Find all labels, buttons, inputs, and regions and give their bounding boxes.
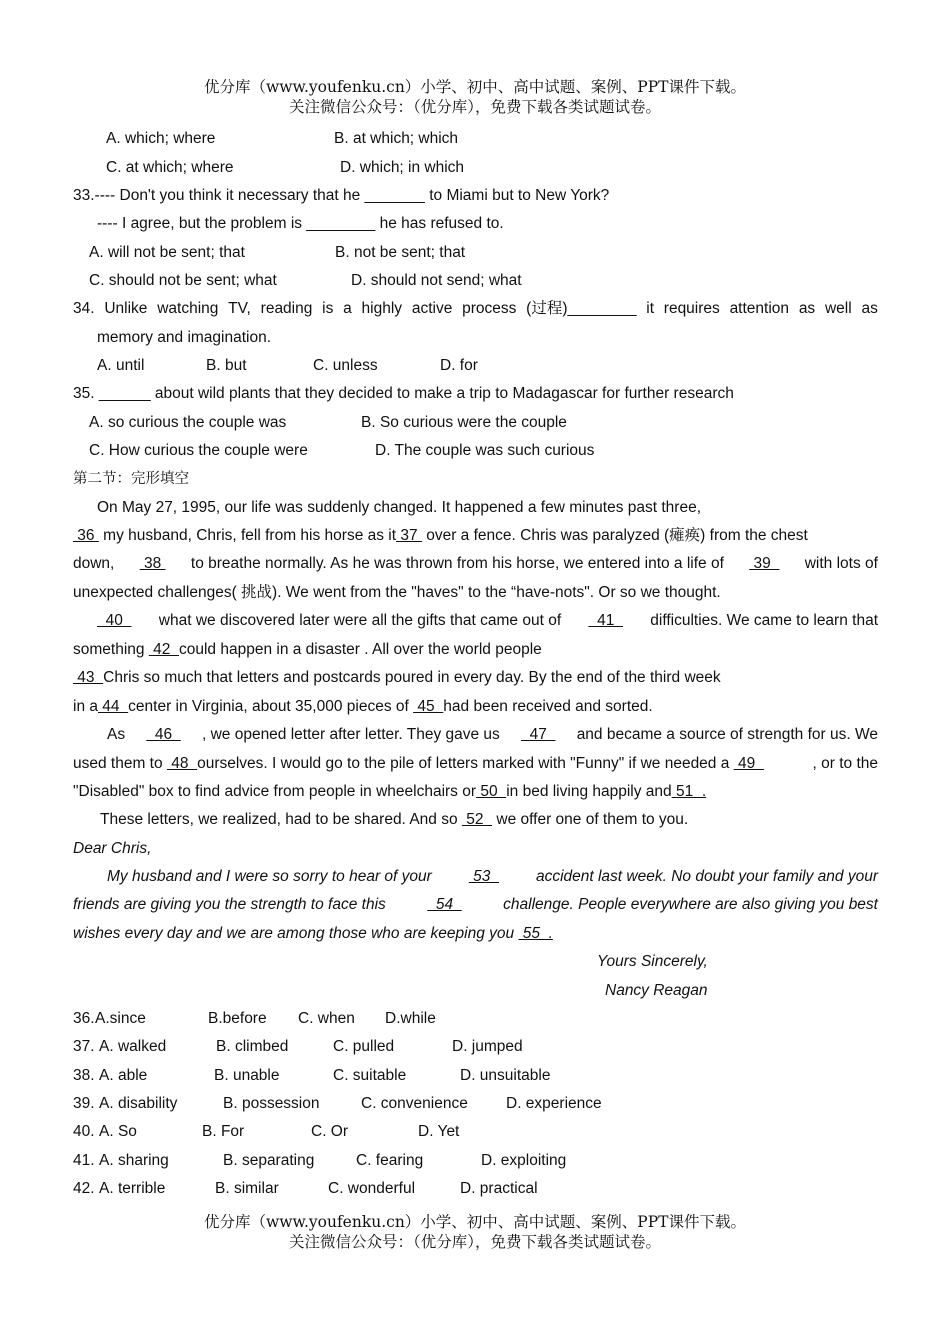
- q39-number: 39.: [73, 1095, 95, 1112]
- passage-line-7: 43 Chris so much that letters and postcards poured in every day. By the end of the third week: [73, 669, 721, 686]
- q40-option-a: A. So: [99, 1123, 137, 1140]
- blank-55: 55 .: [518, 925, 553, 942]
- passage-line-6: something 42 could happen in a disaster . All over the world people: [73, 641, 542, 658]
- passage-line-11: "Disabled" box to find advice from people in wheelchairs or 50 in bed living happily and 51 .: [73, 783, 707, 800]
- passage-line-9: As 46 , we opened letter after letter. They gave us 47 and became a source of strength for us. We: [107, 721, 878, 749]
- blank-44: 44: [98, 698, 129, 715]
- q41-option-d: D. exploiting: [481, 1152, 567, 1169]
- q35-option-b: B. So curious were the couple: [361, 414, 567, 431]
- q42-option-c: C. wonderful: [328, 1180, 416, 1197]
- q33-option-c: C. should not be sent; what: [89, 272, 277, 289]
- q33-stem-line-2: ---- I agree, but the problem is ________ he has refused to.: [97, 215, 504, 232]
- q40-option-c: C. Or: [311, 1123, 349, 1140]
- q38-option-b: B. unable: [214, 1067, 280, 1084]
- page-footer: [0, 1212, 950, 1252]
- q37-option-c: C. pulled: [333, 1038, 395, 1055]
- q39-option-b: B. possession: [223, 1095, 320, 1112]
- blank-40: 40: [97, 612, 132, 629]
- q34-option-b: B. but: [206, 357, 247, 374]
- passage-line-4: unexpected challenges( 挑战). We went from the "haves" to the “have-nots". Or so we thought.: [73, 584, 721, 601]
- blank-52: 52: [461, 811, 493, 828]
- passage-line-8: in a 44 center in Virginia, about 35,000 pieces of 45 had been received and sorted.: [73, 698, 653, 715]
- passage-line-2: 36 my husband, Chris, fell from his horse as it 37 over a fence. Chris was paralyzed (瘫痪) from the chest: [73, 527, 808, 544]
- blank-50: 50: [476, 783, 507, 800]
- q42-option-a: A. terrible: [99, 1180, 166, 1197]
- q35-stem: 35. ______ about wild plants that they decided to make a trip to Madagascar for further research: [73, 385, 734, 402]
- blank-47: 47: [521, 726, 556, 743]
- letter-line-1: My husband and I were so sorry to hear of your 53 accident last week. No doubt your family and your: [107, 863, 878, 891]
- letter-signature: Nancy Reagan: [605, 982, 708, 999]
- q32-option-b: B. at which; which: [334, 130, 459, 147]
- q38-option-c: C. suitable: [333, 1067, 407, 1084]
- blank-48: 48: [166, 755, 198, 772]
- blank-43: 43: [73, 669, 104, 686]
- q40-number: 40.: [73, 1123, 95, 1140]
- section-title: 第二节：完形填空: [73, 471, 189, 487]
- blank-46: 46: [146, 726, 181, 743]
- q34-option-d: D. for: [440, 357, 478, 374]
- blank-37: 37: [396, 527, 422, 544]
- letter-closing: Yours Sincerely,: [597, 953, 708, 970]
- letter-line-3: wishes every day and we are among those who are keeping you 55 .: [73, 925, 553, 942]
- blank-49: 49: [733, 755, 764, 772]
- q36-number: 36.: [73, 1010, 95, 1027]
- q35-option-a: A. so curious the couple was: [89, 414, 287, 431]
- q33-option-d: D. should not send; what: [351, 272, 522, 289]
- q39-option-d: D. experience: [506, 1095, 602, 1112]
- q37-number: 37.: [73, 1038, 95, 1055]
- q37-option-b: B. climbed: [216, 1038, 289, 1055]
- q34-option-c: C. unless: [313, 357, 378, 374]
- q36-option-a: A.since: [95, 1010, 146, 1027]
- passage-line-1: On May 27, 1995, our life was suddenly changed. It happened a few minutes past three,: [97, 499, 702, 516]
- q41-option-a: A. sharing: [99, 1152, 169, 1169]
- letter-greeting: Dear Chris,: [73, 840, 152, 857]
- letter-line-2: friends are giving you the strength to face this 54 challenge. People everywhere are also giving you best: [73, 891, 878, 919]
- q33-option-b: B. not be sent; that: [335, 244, 466, 261]
- passage-line-12: These letters, we realized, had to be shared. And so 52 we offer one of them to you.: [100, 811, 689, 828]
- q33-stem-line-1: 33.---- Don't you think it necessary that he _______ to Miami but to New York?: [73, 187, 610, 204]
- q41-number: 41.: [73, 1152, 95, 1169]
- q40-option-b: B. For: [202, 1123, 245, 1140]
- q36-option-b: B.before: [208, 1010, 267, 1027]
- footer-line-2: 关注微信公众号：（优分库），免费下载各类试题试卷。: [288, 1233, 661, 1251]
- q38-number: 38.: [73, 1067, 95, 1084]
- blank-41: 41: [588, 612, 623, 629]
- blank-36: 36: [73, 527, 99, 544]
- passage-line-10: used them to 48 ourselves. I would go to the pile of letters marked with "Funny" if we needed a 49 , or to the: [73, 755, 878, 772]
- q42-option-d: D. practical: [460, 1180, 538, 1197]
- q39-option-a: A. disability: [99, 1095, 178, 1112]
- q42-option-b: B. similar: [215, 1180, 279, 1197]
- q37-option-a: A. walked: [99, 1038, 167, 1055]
- q38-option-a: A. able: [99, 1067, 148, 1084]
- q32-option-c: C. at which; where: [106, 159, 234, 176]
- page-header: [0, 77, 950, 117]
- q41-option-b: B. separating: [223, 1152, 315, 1169]
- blank-45: 45: [413, 698, 444, 715]
- q37-option-d: D. jumped: [452, 1038, 523, 1055]
- q32-option-d: D. which; in which: [340, 159, 465, 176]
- q41-option-c: C. fearing: [356, 1152, 424, 1169]
- q35-option-d: D. The couple was such curious: [375, 442, 595, 459]
- footer-line-1: 优分库（www.youfenku.cn）小学、初中、高中试题、案例、PPT课件下载。: [203, 1213, 747, 1231]
- q40-option-d: D. Yet: [418, 1123, 460, 1140]
- q36-option-c: C. when: [298, 1010, 355, 1027]
- blank-42: 42: [148, 641, 179, 658]
- q32-option-a: A. which; where: [106, 130, 216, 147]
- q39-option-c: C. convenience: [361, 1095, 468, 1112]
- blank-38: 38: [139, 555, 166, 572]
- header-line-1: 优分库（www.youfenku.cn）小学、初中、高中试题、案例、PPT课件下载。: [203, 78, 747, 96]
- q35-option-c: C. How curious the couple were: [89, 442, 308, 459]
- q33-option-a: A. will not be sent; that: [89, 244, 245, 261]
- q42-number: 42.: [73, 1180, 95, 1197]
- blank-53: 53: [468, 868, 499, 885]
- blank-39: 39: [749, 555, 780, 572]
- q36-option-d: D.while: [385, 1010, 436, 1027]
- q38-option-d: D. unsuitable: [460, 1067, 551, 1084]
- q34-stem-line-2: memory and imagination.: [97, 329, 272, 346]
- passage-line-3: down, 38 to breathe normally. As he was thrown from his horse, we entered into a life of 39 with lots of: [73, 550, 878, 578]
- passage-line-5: 40 what we discovered later were all the gifts that came out of 41 difficulties. We came to learn that: [97, 607, 878, 635]
- blank-51: 51 .: [671, 783, 707, 800]
- q34-option-a: A. until: [97, 357, 145, 374]
- blank-54: 54: [427, 896, 462, 913]
- q34-stem-line-1: 34. Unlike watching TV, reading is a highly active process (过程)________ it requires attention as well as: [73, 300, 878, 317]
- header-line-2: 关注微信公众号：（优分库），免费下载各类试题试卷。: [288, 98, 661, 116]
